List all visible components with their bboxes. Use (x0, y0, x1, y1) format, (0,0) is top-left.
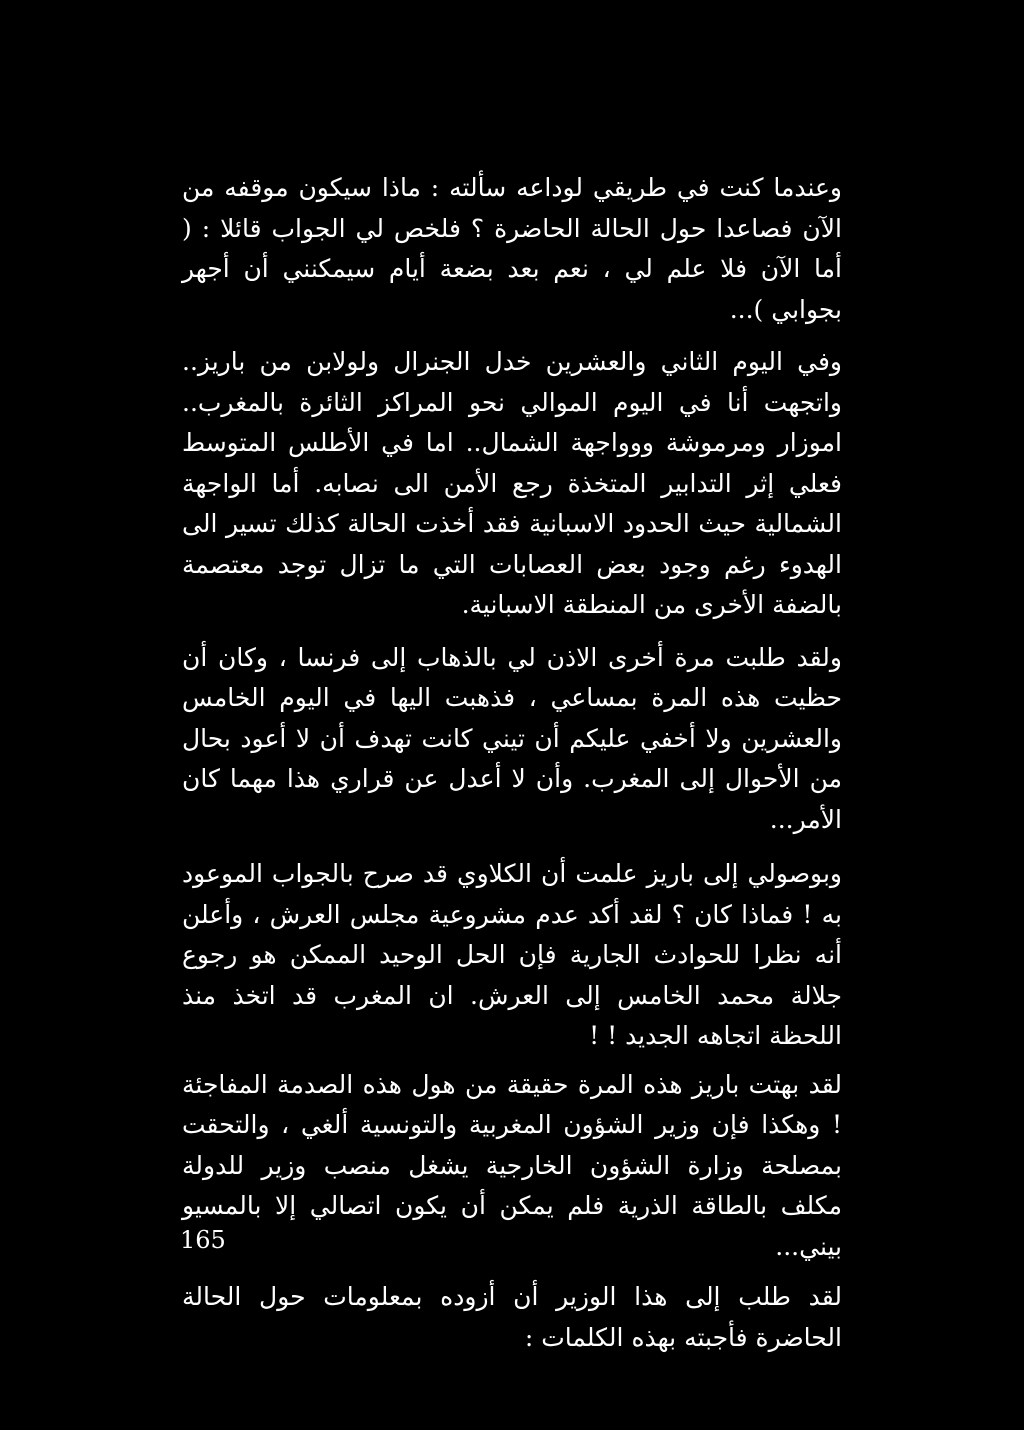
paragraph-general-departure: وفي اليوم الثاني والعشرين خدل الجنرال ولولابن من باريز.. واتجهت أنا في اليوم الموالي نحو المراكز الثائرة بالمغرب.. اموزار ومرموشة ووواجهة الشمال.. اما في الأطلس المتوسط فعلي إثر التدابير المتخذة رجع الأمن الى نصابه. أما الواجهة الشمالية حيث الحدود الاسبانية فقد أخذت الحالة كذلك تسير الى الهدوء رغم وجود بعض العصابات التي ما تزال توجد معتصمة بالضفة الأخرى من المنطقة الاسبانية. (182, 347, 842, 619)
paragraph-paris-shock: لقد بهتت باريز هذه المرة حقيقة من هول هذه الصدمة المفاجئة ! وهكذا فإن وزير الشؤون المغربية والتونسية ألغي ، والتحقت بمصلحة وزارة الشؤون الخارجية يشغل منصب وزير للدولة مكلف بالطاقة الذرية فلم يمكن أن يكون اتصالي إلا بالمسيو بيني... (182, 1069, 842, 1261)
page-number: 165 (180, 1226, 226, 1254)
paragraph-minister-request: لقد طلب إلى هذا الوزير أن أزوده بمعلومات حول الحالة الحاضرة فأجبته بهذه الكلمات : (182, 1282, 842, 1352)
paragraph-arrival-paris: وبوصولي إلى باريز علمت أن الكلاوي قد صرح بالجواب الموعود به ! فماذا كان ؟ لقد أكد عدم مشروعية مجلس العرش ، وأعلن أنه نظرا للحوادث الجارية فإن الحل الوحيد الممكن هو رجوع جلالة محمد الخامس إلى العرش. ان المغرب قد اتخذ منذ اللحظة اتجاهه الجديد ! ! (182, 859, 842, 1050)
paragraph-farewell-question: وعندما كنت في طريقي لوداعه سألته : ماذا سيكون موقفه من الآن فصاعدا حول الحالة الحاضرة ؟ فلخص لي الجواب قائلا : ( أما الآن فلا علم لي ، نعم بعد بضعة أيام سيمكنني أن أجهر بجوابي )... (182, 173, 842, 324)
body-text (182, 168, 842, 1358)
paragraph-permission-request: ولقد طلبت مرة أخرى الاذن لي بالذهاب إلى فرنسا ، وكان أن حظيت هذه المرة بمساعي ، فذهبت اليها في اليوم الخامس والعشرين ولا أخفي عليكم أن تيني كانت تهدف أن لا أعود بحال من الأحوال إلى المغرب. وأن لا أعدل عن قراري هذا مهما كان الأمر... (182, 642, 842, 834)
